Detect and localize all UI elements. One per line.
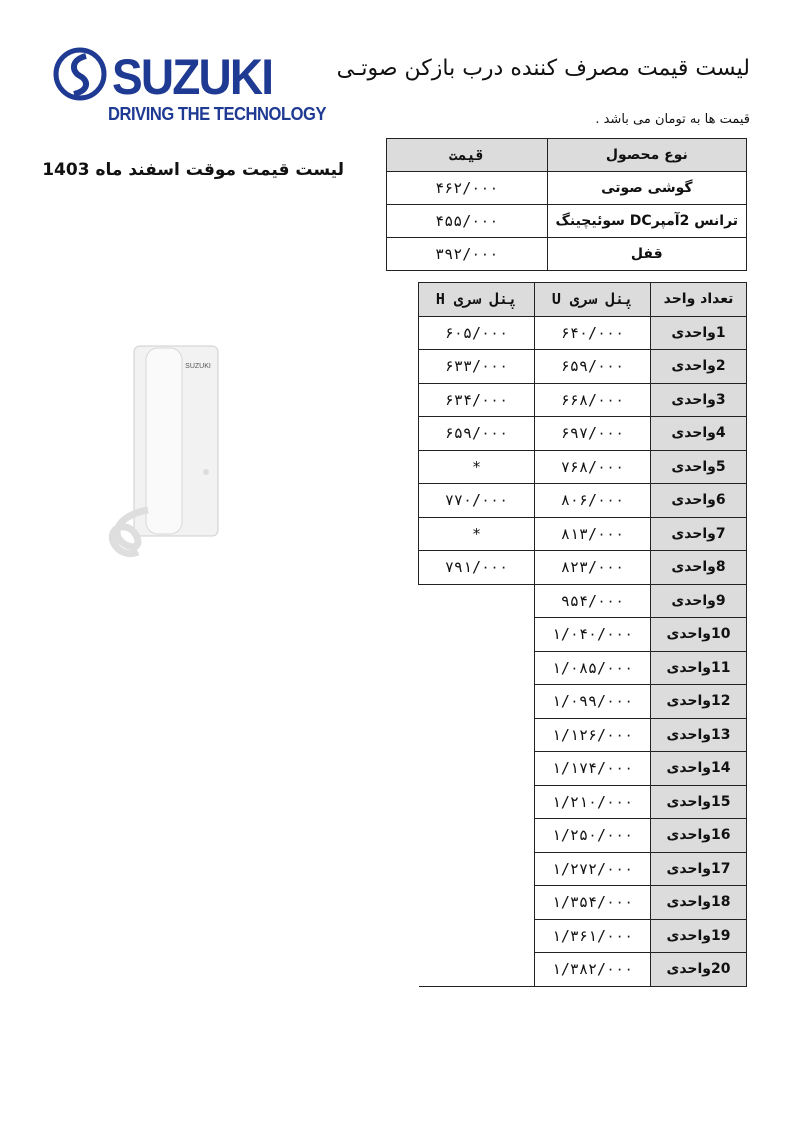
h-series-price: *	[419, 450, 535, 484]
h-series-price: ۶۳۳/۰۰۰	[419, 350, 535, 384]
h-series-price	[419, 718, 535, 752]
panel-price-table	[418, 282, 747, 987]
unit-count: 13واحدی	[651, 718, 747, 752]
unit-count: 5واحدی	[651, 450, 747, 484]
brand-tagline: DRIVING THE TECHNOLOGY	[108, 104, 327, 124]
table-row	[419, 953, 747, 987]
unit-count: 6واحدی	[651, 484, 747, 518]
product-price-table	[386, 138, 747, 271]
unit-count: 16واحدی	[651, 819, 747, 853]
unit-count: 7واحدی	[651, 517, 747, 551]
unit-count: 14واحدی	[651, 752, 747, 786]
u-series-price: ۶۴۰/۰۰۰	[535, 316, 651, 350]
u-series-price: ۶۵۹/۰۰۰	[535, 350, 651, 384]
h-series-price	[419, 584, 535, 618]
u-series-price: ۶۹۷/۰۰۰	[535, 417, 651, 451]
table-row	[419, 618, 747, 652]
table-row	[419, 752, 747, 786]
handset-logo-text: SUZUKI	[185, 363, 211, 370]
table-row	[387, 172, 747, 205]
table-row	[419, 484, 747, 518]
table-row	[419, 316, 747, 350]
unit-count: 10واحدی	[651, 618, 747, 652]
brand-logo	[52, 46, 327, 130]
h-series-price	[419, 651, 535, 685]
u-series-price: ۶۶۸/۰۰۰	[535, 383, 651, 417]
h-series-price	[419, 953, 535, 987]
h-series-price: ۷۷۰/۰۰۰	[419, 484, 535, 518]
h-series-price: ۶۵۹/۰۰۰	[419, 417, 535, 451]
currency-note: قیمت ها به تومان می باشد .	[595, 112, 750, 127]
unit-count: 17واحدی	[651, 852, 747, 886]
header-h-series: پنل سری H	[419, 283, 535, 317]
table-row	[419, 718, 747, 752]
unit-count: 3واحدی	[651, 383, 747, 417]
u-series-price: ۱/۳۵۴/۰۰۰	[535, 886, 651, 920]
header-u-series: پنل سری U	[535, 283, 651, 317]
unit-count: 1واحدی	[651, 316, 747, 350]
header-product-type: نوع محصول	[547, 139, 746, 172]
u-series-price: ۱/۳۶۱/۰۰۰	[535, 919, 651, 953]
table-row	[419, 852, 747, 886]
header-price: قیمت	[387, 139, 548, 172]
table-row	[419, 350, 747, 384]
unit-count: 8واحدی	[651, 551, 747, 585]
u-series-price: ۱/۱۷۴/۰۰۰	[535, 752, 651, 786]
unit-count: 2واحدی	[651, 350, 747, 384]
h-series-price	[419, 919, 535, 953]
product-price: ۴۶۲/۰۰۰	[387, 172, 548, 205]
table-row	[387, 238, 747, 271]
u-series-price: ۱/۲۵۰/۰۰۰	[535, 819, 651, 853]
unit-count: 9واحدی	[651, 584, 747, 618]
table-row	[419, 919, 747, 953]
price-list-subtitle: لیست قیمت موقت اسفند ماه 1403	[42, 160, 344, 180]
h-series-price	[419, 752, 535, 786]
u-series-price: ۱/۰۹۹/۰۰۰	[535, 685, 651, 719]
h-series-price: ۶۰۵/۰۰۰	[419, 316, 535, 350]
table-row	[387, 205, 747, 238]
unit-count: 20واحدی	[651, 953, 747, 987]
h-series-price	[419, 852, 535, 886]
h-series-price: ۷۹۱/۰۰۰	[419, 551, 535, 585]
unit-count: 12واحدی	[651, 685, 747, 719]
table-row	[419, 383, 747, 417]
u-series-price: ۱/۲۱۰/۰۰۰	[535, 785, 651, 819]
product-name: گوشی صوتی	[547, 172, 746, 205]
product-price: ۳۹۲/۰۰۰	[387, 238, 548, 271]
u-series-price: ۸۰۶/۰۰۰	[535, 484, 651, 518]
unit-count: 11واحدی	[651, 651, 747, 685]
table-row	[419, 551, 747, 585]
table-row	[419, 785, 747, 819]
u-series-price: ۱/۳۸۲/۰۰۰	[535, 953, 651, 987]
u-series-price: ۷۶۸/۰۰۰	[535, 450, 651, 484]
h-series-price	[419, 819, 535, 853]
product-name: قفل	[547, 238, 746, 271]
unit-count: 19واحدی	[651, 919, 747, 953]
table-row	[419, 584, 747, 618]
header-unit-count: تعداد واحد	[651, 283, 747, 317]
table-row	[419, 685, 747, 719]
table-row	[419, 651, 747, 685]
h-series-price: *	[419, 517, 535, 551]
u-series-price: ۱/۲۷۲/۰۰۰	[535, 852, 651, 886]
u-series-price: ۱/۰۸۵/۰۰۰	[535, 651, 651, 685]
h-series-price: ۶۳۴/۰۰۰	[419, 383, 535, 417]
table-row	[419, 819, 747, 853]
h-series-price	[419, 685, 535, 719]
u-series-price: ۱/۱۲۶/۰۰۰	[535, 718, 651, 752]
u-series-price: ۱/۰۴۰/۰۰۰	[535, 618, 651, 652]
table-row	[419, 886, 747, 920]
page-title: لیست قیمت مصرف کننده درب بازکن صوتـی	[336, 56, 750, 81]
product-price: ۴۵۵/۰۰۰	[387, 205, 548, 238]
h-series-price	[419, 785, 535, 819]
u-series-price: ۹۵۴/۰۰۰	[535, 584, 651, 618]
u-series-price: ۸۲۳/۰۰۰	[535, 551, 651, 585]
h-series-price	[419, 886, 535, 920]
product-name: ترانس 2آمپرDC سوئیچینگ	[547, 205, 746, 238]
u-series-price: ۸۱۳/۰۰۰	[535, 517, 651, 551]
table-row	[419, 450, 747, 484]
table-row	[419, 417, 747, 451]
unit-count: 18واحدی	[651, 886, 747, 920]
table-row	[419, 517, 747, 551]
unit-count: 4واحدی	[651, 417, 747, 451]
h-series-price	[419, 618, 535, 652]
logo-emblem-icon	[52, 46, 112, 106]
intercom-handset-image	[108, 340, 228, 570]
unit-count: 15واحدی	[651, 785, 747, 819]
brand-name: SUZUKI	[112, 49, 273, 105]
